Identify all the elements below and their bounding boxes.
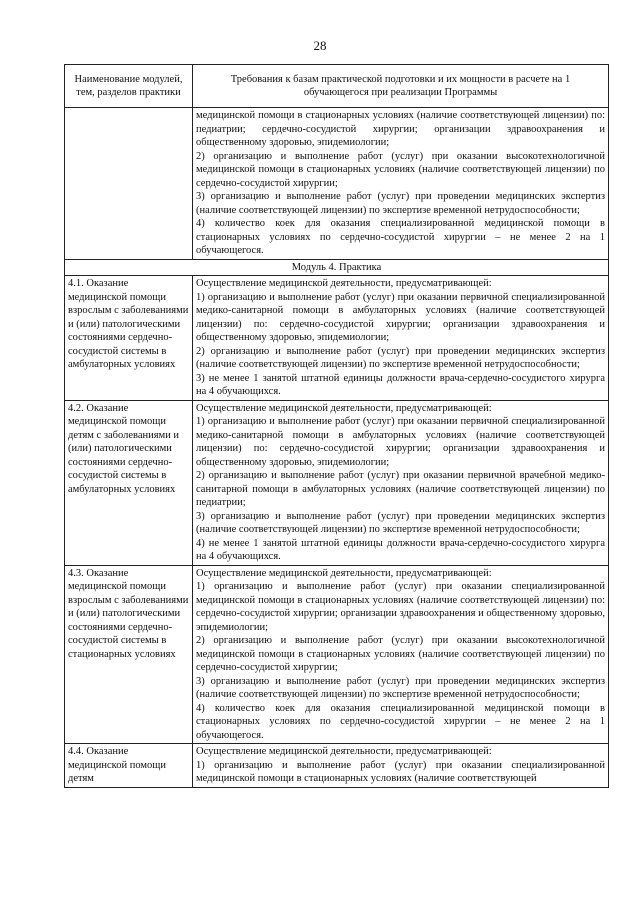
practice-bases-table bbox=[64, 64, 609, 788]
topic-cell: 4.2. Оказание медицинской помощи детям с заболеваниями и (или) патологическими состояниями сердечно-сосудистой системы в амбулаторных условиях bbox=[65, 400, 193, 565]
requirement-item: 4) количество коек для оказания специализированной медицинской помощи в стационарных условиях по сердечно-сосудистой хирургии – не менее 2 на 1 обучающегося. bbox=[196, 702, 605, 741]
requirement-item: 2) организацию и выполнение работ (услуг) при оказании высокотехнологичной медицинской помощи в стационарных условиях (наличие соответствующей лицензии) по сердечно-сосудистой хирургии; bbox=[196, 635, 605, 673]
requirement-item: 1) организацию и выполнение работ (услуг) при оказании специализированной медицинской помощи в стационарных условиях (наличие соответствующей bbox=[196, 759, 605, 784]
table-row bbox=[65, 565, 609, 744]
topic-cell: 4.1. Оказание медицинской помощи взрослым с заболеваниями и (или) патологическими состояниями сердечно-сосудистой системы в амбулаторных условиях bbox=[65, 276, 193, 401]
table-row bbox=[65, 276, 609, 401]
requirement-item: Осуществление медицинской деятельности, предусматривающей: bbox=[196, 278, 492, 289]
requirements-cell bbox=[193, 565, 609, 744]
requirement-item: 2) организацию и выполнение работ (услуг) при оказании первичной врачебной медико-санитарной помощи в амбулаторных условиях (наличие соответствующей лицензии) по педиатрии; bbox=[196, 470, 605, 508]
topic-cell: 4.4. Оказание медицинской помощи детям bbox=[65, 744, 193, 788]
requirements-cell bbox=[193, 108, 609, 260]
requirement-item: 4) не менее 1 занятой штатной единицы должности врача-сердечно-сосудистого хирурга на 4 обучающихся. bbox=[196, 537, 605, 562]
module-title-row bbox=[65, 259, 609, 276]
requirements-cell bbox=[193, 276, 609, 401]
topic-cell-empty bbox=[65, 108, 193, 260]
requirement-item: Осуществление медицинской деятельности, предусматривающей: bbox=[196, 402, 492, 414]
requirement-item: 3) не менее 1 занятой штатной единицы должности врача-сердечно-сосудистого хирурга на 4 обучающихся. bbox=[196, 372, 605, 397]
requirement-item: Осуществление медицинской деятельности, предусматривающей: bbox=[196, 567, 492, 579]
requirement-item: 1) организацию и выполнение работ (услуг) при оказании первичной специализированной медико-санитарной помощи в амбулаторных условиях (наличие соответствующей лицензии) по: сердечно-сосудистой хирургии; организации здравоохранения и общественному здоровью, эпидемиологии; bbox=[196, 291, 605, 343]
requirement-item: 1) организацию и выполнение работ (услуг) при оказании специализированной медицинской помощи в стационарных условиях (наличие соответствующей лицензии) по: сердечно-сосудистой хирургии; организации здравоохранения и общественному здоровью, эпидемиологии; bbox=[196, 581, 605, 633]
table-row-continued bbox=[65, 108, 609, 260]
requirements-cell bbox=[193, 400, 609, 565]
table-header-row bbox=[65, 65, 609, 108]
header-topic-cell: Наименование модулей, тем, разделов практики bbox=[65, 65, 193, 108]
requirements-cell bbox=[193, 744, 609, 788]
requirement-item: 2) организацию и выполнение работ (услуг) при оказании высокотехнологичной медицинской помощи в стационарных условиях (наличие соответствующей лицензии) по сердечно-сосудистой хирургии; bbox=[196, 150, 605, 189]
topic-cell: 4.3. Оказание медицинской помощи взрослым с заболеваниями и (или) патологическими состояниями сердечно-сосудистой системы в стационарных условиях bbox=[65, 565, 193, 744]
page-number: 28 bbox=[313, 38, 327, 53]
header-requirements-cell: Требования к базам практической подготовки и их мощности в расчете на 1 обучающегося при реализации Программы bbox=[193, 65, 609, 108]
requirement-item: 4) количество коек для оказания специализированной медицинской помощи в стационарных условиях по сердечно-сосудистой хирургии – не менее 2 на 1 обучающегося. bbox=[196, 218, 605, 256]
requirement-item: 3) организацию и выполнение работ (услуг) при проведении медицинских экспертиз (наличие соответствующей лицензии) по экспертизе временной нетрудоспособности; bbox=[196, 510, 605, 535]
requirement-item: 3) организацию и выполнение работ (услуг) при проведении медицинских экспертиз (наличие соответствующей лицензии) по экспертизе временной нетрудоспособности; bbox=[196, 191, 605, 216]
requirement-item: 1) организацию и выполнение работ (услуг) при оказании первичной специализированной медико-санитарной помощи в амбулаторных условиях (наличие соответствующей лицензии) по: сердечно-сосудистой хирургии; организации здравоохранения и общественному здоровью, эпидемиологии; bbox=[196, 416, 605, 468]
requirement-item: Осуществление медицинской деятельности, предусматривающей: bbox=[196, 746, 492, 757]
requirement-item: медицинской помощи в стационарных условиях (наличие соответствующей лицензии) по: педиатрии; сердечно-сосудистой хирургии; организации здравоохранения и общественному здоровью, эпидемиологии; bbox=[196, 110, 605, 148]
requirement-item: 3) организацию и выполнение работ (услуг) при проведении медицинских экспертиз (наличие соответствующей лицензии) по экспертизе временной нетрудоспособности; bbox=[196, 675, 605, 700]
table-row-partial bbox=[65, 744, 609, 788]
table-row bbox=[65, 400, 609, 565]
requirement-item: 2) организацию и выполнение работ (услуг) при проведении медицинских экспертиз (наличие соответствующей лицензии) по экспертизе временной нетрудоспособности; bbox=[196, 345, 605, 370]
module-title: Модуль 4. Практика bbox=[65, 259, 609, 276]
